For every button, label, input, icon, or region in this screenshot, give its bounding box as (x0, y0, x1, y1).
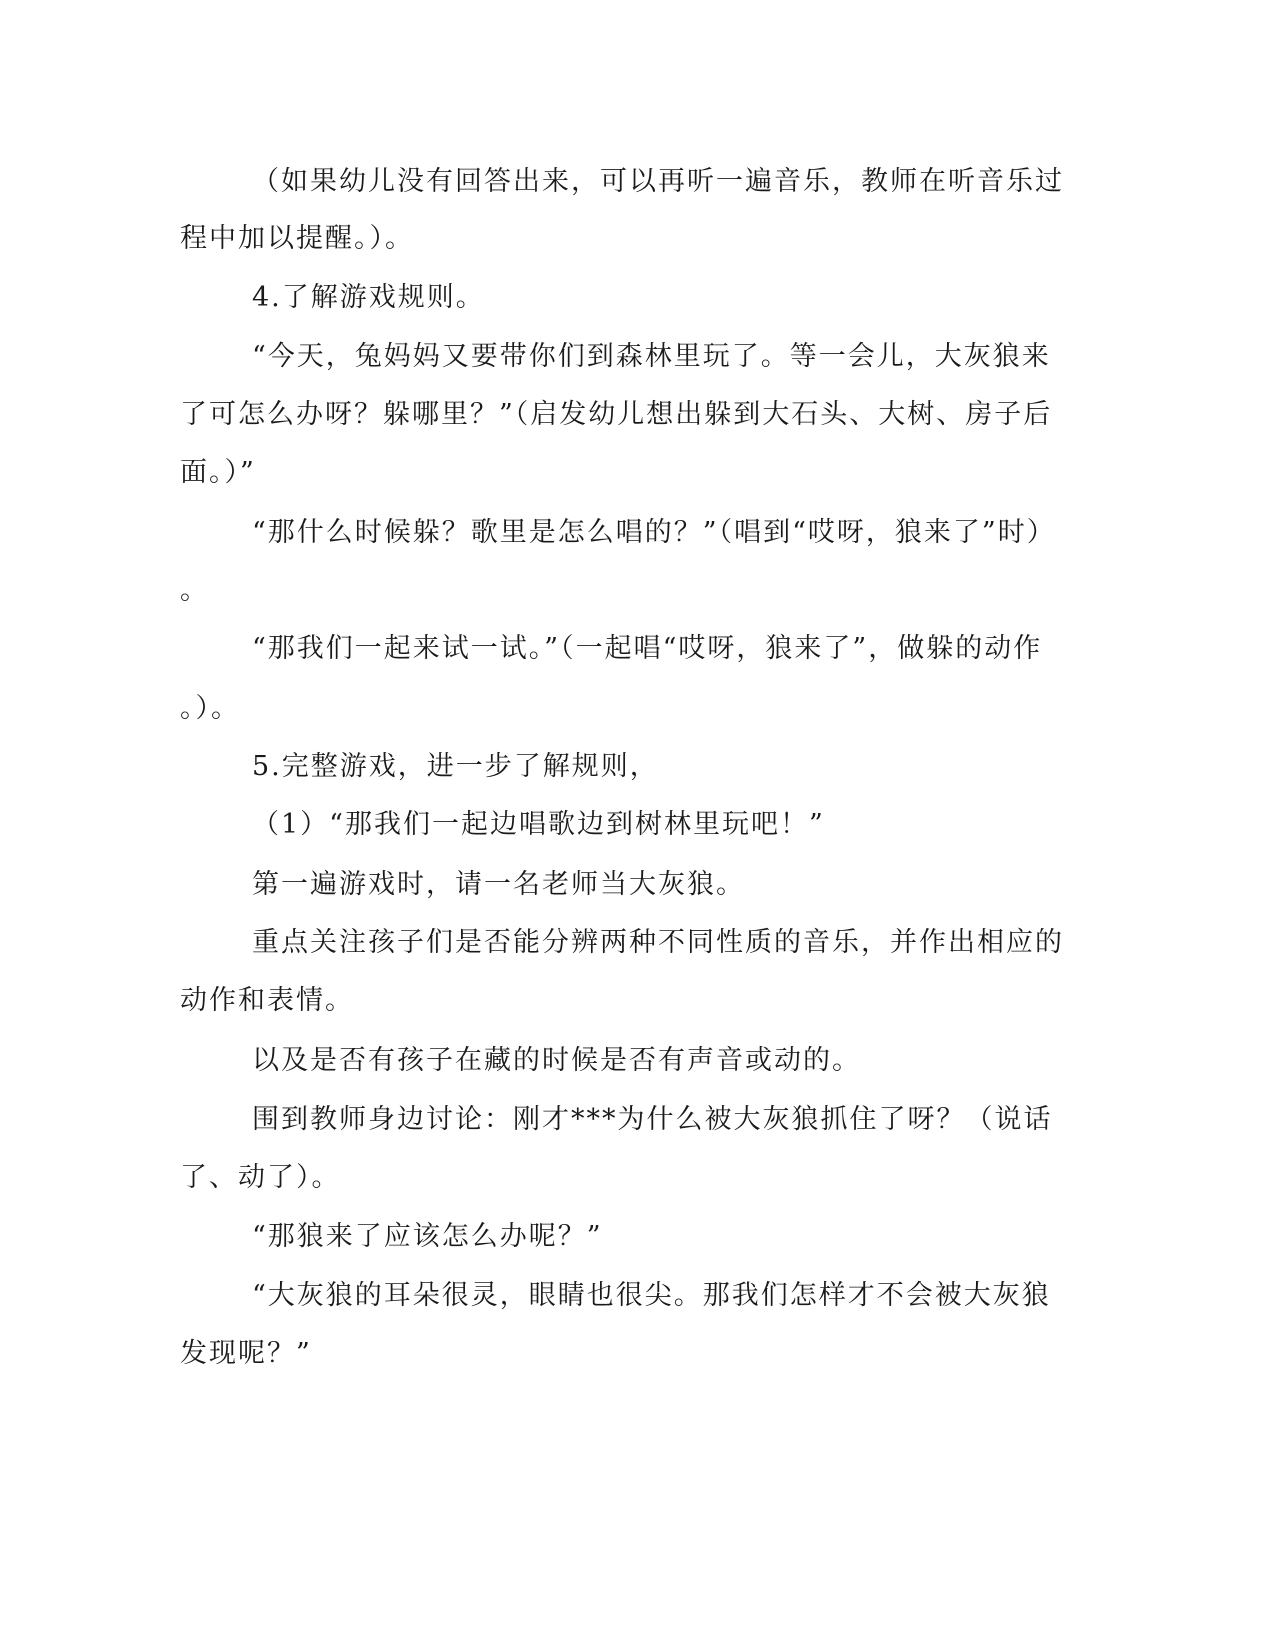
text-line: 以及是否有孩子在藏的时候是否有声音或动的。 (252, 1045, 861, 1076)
text-line: 了、动了）。 (180, 1162, 341, 1193)
text-line: 了可怎么办呀？躲哪里？”（启发幼儿想出躲到大石头、大树、房子后 (180, 399, 1053, 430)
text-line: 第一遍游戏时，请一名老师当大灰狼。 (252, 869, 745, 900)
text-line: “今天，兔妈妈又要带你们到森林里玩了。等一会儿，大灰狼来 (252, 341, 1051, 372)
text-line: “那狼来了应该怎么办呢？” (252, 1221, 603, 1252)
text-line: 围到教师身边讨论：刚才***为什么被大灰狼抓住了呀？（说话 (252, 1104, 1053, 1135)
text-line: “那什么时候躲？歌里是怎么唱的？”（唱到“哎呀，狼来了”时） (252, 517, 1056, 548)
text-line: 发现呢？” (180, 1338, 312, 1369)
text-line: 重点关注孩子们是否能分辨两种不同性质的音乐，并作出相应的 (252, 927, 1064, 958)
text-line: “大灰狼的耳朵很灵，眼睛也很尖。那我们怎样才不会被大灰狼 (252, 1280, 1051, 1311)
text-line: 。）。 (180, 693, 240, 724)
text-line: （1）“那我们一起边唱歌边到树林里玩吧！” (252, 809, 825, 840)
text-line: （如果幼儿没有回答出来，可以再听一遍音乐，教师在听音乐过 (252, 166, 1064, 197)
text-line: 。 (180, 575, 209, 606)
text-line: 动作和表情。 (180, 985, 354, 1016)
text-line: 面。）” (180, 457, 256, 488)
text-line: “那我们一起来试一试。”（一起唱“哎呀，狼来了”，做躲的动作 (252, 633, 1043, 664)
section-heading: 5.完整游戏，进一步了解规则， (252, 751, 659, 782)
text-line: 程中加以提醒。）。 (180, 223, 414, 254)
section-heading: 4.了解游戏规则。 (252, 282, 485, 313)
